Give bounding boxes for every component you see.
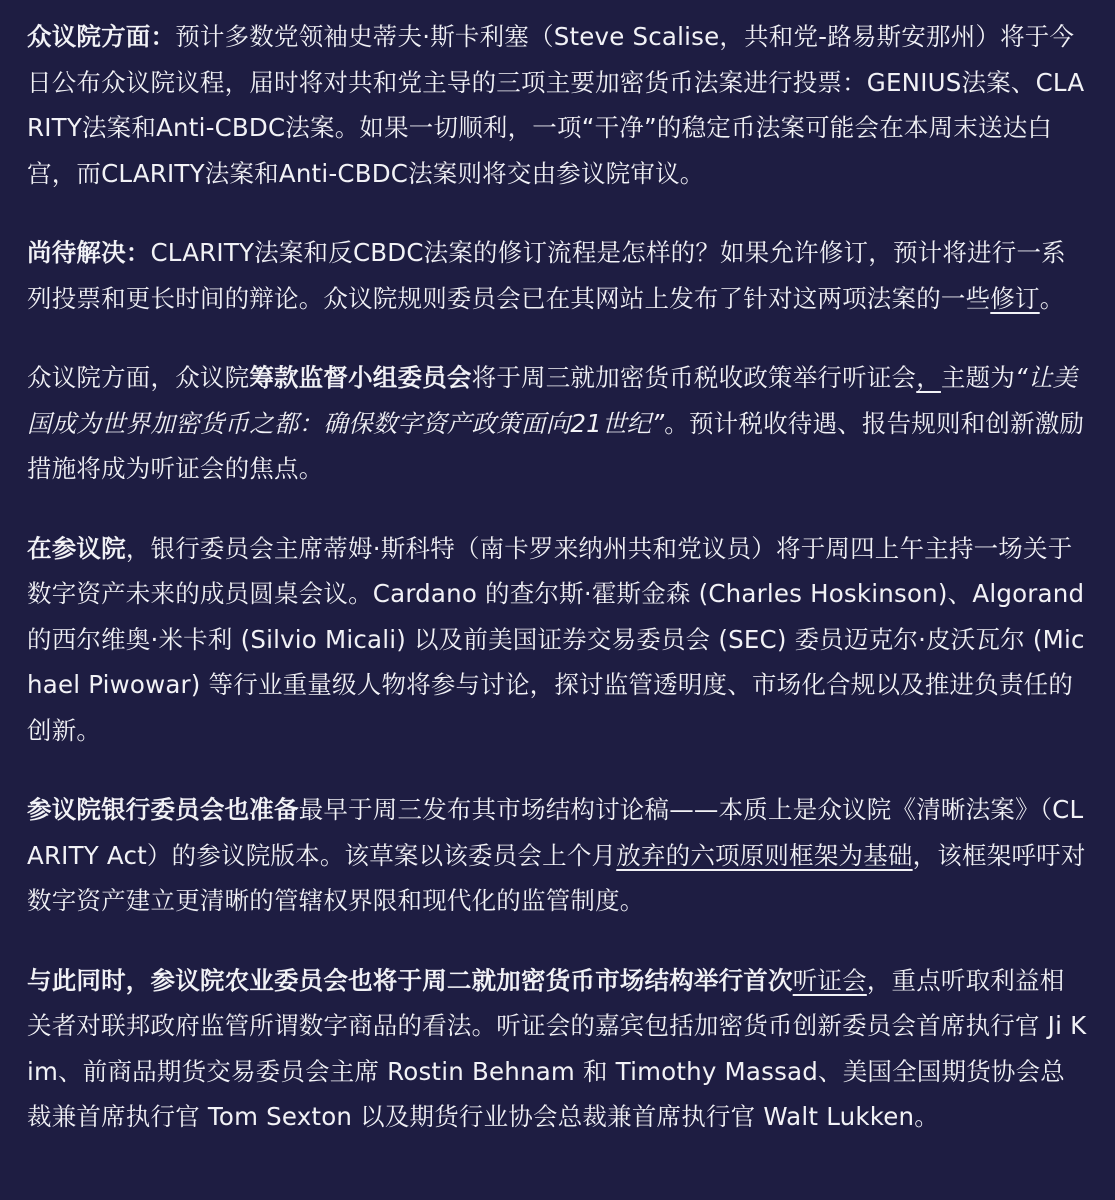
framework-link[interactable]: 放弃的六项原则框架为基础 (616, 840, 913, 870)
paragraph-tail: 。预计税收待遇、报告规则和创新激励措施将成为听证会的焦点。 (27, 408, 1085, 483)
paragraph-house-agenda (27, 14, 1089, 196)
paragraph-lead: 参议院银行委员会也准备 (27, 795, 299, 824)
paragraph-text: ，银行委员会主席蒂姆·斯科特（南卡罗来纳州共和党议员）将于周四上午主持一场关于数字资产未来的成员圆桌会议。Cardano 的查尔斯·霍斯金森 (Charles Hoskinson)、Algorand 的西尔维奥·米卡利 (Silvio Micali) 以及前美国证券交易委员会 (SEC) 委员迈克尔·皮沃瓦尔 (Michael Piwowar) 等行业重量级人物将参与讨论，探讨监管透明度、市场化合规以及推进负责任的创新。 (27, 533, 1085, 745)
paragraph-lead: 与此同时，参议院农业委员会也将于周二就加密货币市场结构举行首次 (27, 965, 793, 995)
paragraph-text: 最早于周三发布其市场结构讨论稿——本质上是众议院《清晰法案》（CLARITY Act）的参议院版本。该草案以该委员会上个月 (27, 795, 1084, 870)
paragraph-text: CLARITY法案和反CBDC法案的修订流程是怎样的？如果允许修订，预计将进行一系列投票和更长时间的辩论。众议院规则委员会已在其网站上发布了针对这两项法案的一些 (27, 238, 1066, 313)
paragraph-tail: ，该框架呼吁对数字资产建立更清晰的管辖权界限和现代化的监管制度。 (27, 840, 1086, 915)
paragraph-text: 预计多数党领袖史蒂夫·斯卡利塞（Steve Scalise，共和党-路易斯安那州）将于今日公布众议院议程，届时将对共和党主导的三项主要加密货币法案进行投票：GENIUS法案、CLARITY法案和Anti-CBDC法案。如果一切顺利，一项“干净”的稳定币法案可能会在本周末送达白宫，而CLARITY法案和Anti-CBDC法案则将交由参议院审议。 (27, 22, 1085, 188)
paragraph-lead: 尚待解决： (27, 238, 151, 267)
paragraph-lead: 众议院方面： (27, 22, 176, 51)
subcommittee-name: 筹款监督小组委员会 (249, 363, 472, 392)
paragraph-tail: ，重点听取利益相关者对联邦政府监管所谓数字商品的看法。听证会的嘉宾包括加密货币创新委员会首席执行官 Ji Kim、前商品期货交易委员会主席 Rostin Behnam 和 Timothy Massad、美国全国期货协会总裁兼首席执行官 Tom Sexton 以及期货行业协会总裁兼首席执行官 Walt Lukken。 (27, 965, 1087, 1131)
paragraph-agriculture-hearing (27, 958, 1089, 1140)
paragraph-senate-draft (27, 787, 1089, 924)
hearing-link[interactable]: 听证会 (792, 965, 867, 995)
paragraph-text: 众议院方面，众议院 (27, 363, 250, 392)
paragraph-senate-roundtable (27, 526, 1089, 754)
paragraph-text: 主题为 (940, 363, 1016, 392)
amendments-link[interactable]: 修订 (990, 283, 1040, 313)
hearing-title: “让美国成为世界加密货币之都：确保数字资产政策面向21世纪” (27, 363, 1078, 438)
paragraph-pending (27, 230, 1089, 321)
hearing-link[interactable]: ， (916, 363, 941, 392)
paragraph-ways-means-hearing (27, 355, 1089, 492)
paragraph-text: 将于周三就加密货币税收政策举行听证会 (471, 363, 917, 392)
paragraph-lead: 在参议院 (27, 533, 126, 563)
paragraph-tail: 。 (1039, 283, 1065, 313)
